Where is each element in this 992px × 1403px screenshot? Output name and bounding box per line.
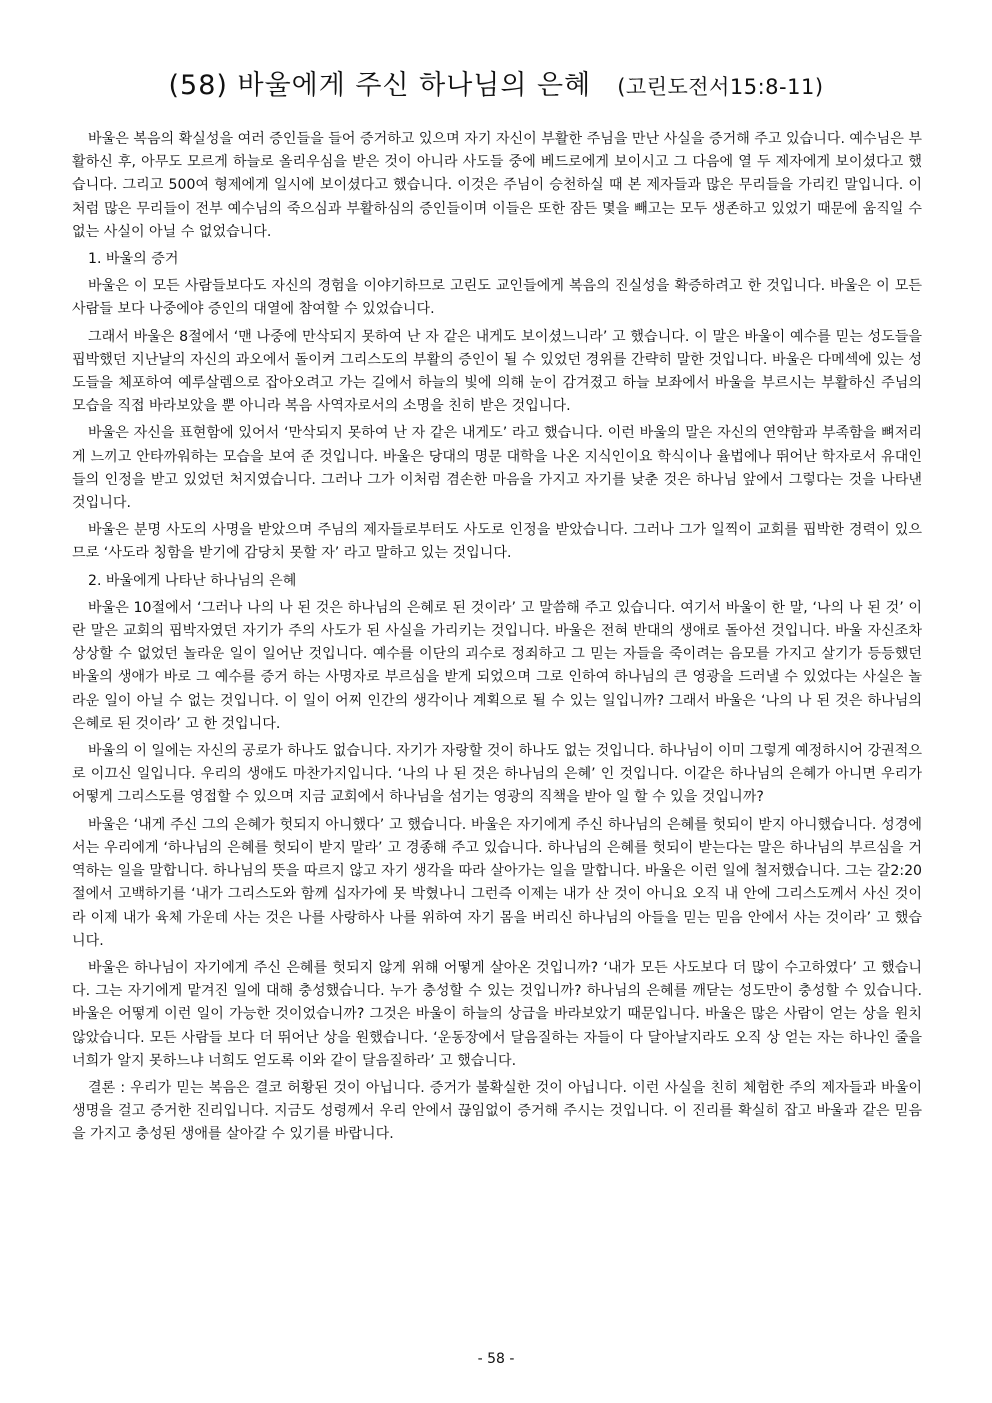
paragraph: 바울은 10절에서 ‘그러나 나의 나 된 것은 하나님의 은혜로 된 것이라’ 고 말씀해 주고 있습니다. 여기서 바울이 한 말, ‘나의 나 된 것’ 이란 말은 교회의 핍박자였던 자기가 주의 사도가 된 사실을 가리키는 것입니다. 바울은 전혀 반대의 생애로 돌아선 것입니다. 바울 자신조차 상상할 수 없었던 놀라운 일이 일어난 것입니다. 예수를 이단의 괴수로 정죄하고 그 믿는 자들을 죽이려는 음모를 가지고 살기가 등등했던 바울의 생애가 바로 그 예수를 증거 하는 사명자로 부르심을 받게 되었으며 그로 인하여 하나님의 큰 영광을 드러낼 수 있었다는 사실은 놀라운 일이 아닐 수 없는 것입니다. 이 일이 어찌 인간의 생각이나 계획으로 될 수 있는 일입니까? 그래서 바울은 ‘나의 나 된 것은 하나님의 은혜로 된 것이라’ 고 한 것입니다.: [72, 599, 922, 732]
page-number: - 58 -: [477, 1351, 515, 1367]
paragraph: 바울은 이 모든 사람들보다도 자신의 경험을 이야기하므로 고린도 교인들에게 복음의 진실성을 확증하려고 한 것입니다. 바울은 이 모든 사람들 보다 나중에야 증인의 대열에 참여할 수 있었습니다.: [72, 278, 922, 318]
paragraph: 바울은 하나님이 자기에게 주신 은혜를 헛되지 않게 위해 어떻게 살아온 것입니까? ‘내가 모든 사도보다 더 많이 수고하였다’ 고 했습니다. 그는 자기에게 맡겨진 일에 대해 충성했습니다. 누가 충성할 수 있는 것입니까? 하나님의 은혜를 깨닫는 성도만이 충성할 수 있습니다. 바울은 어떻게 이런 일이 가능한 것이었습니까? 그것은 바울이 하늘의 상급을 바라보았기 때문입니다. 바울은 많은 사람이 얻는 상을 원치 않았습니다. 모든 사람들 보다 더 뛰어난 상을 원했습니다. ‘운동장에서 달음질하는 자들이 다 달아날지라도 오직 상 얻는 자는 하나인 줄을 너희가 알지 못하느냐 너희도 얻도록 이와 같이 달음질하라’ 고 했습니다.: [72, 959, 922, 1069]
scripture-reference: (고린도전서15:8-11): [617, 75, 824, 99]
paragraph: 바울의 이 일에는 자신의 공로가 하나도 없습니다. 자기가 자랑할 것이 하나도 없는 것입니다. 하나님이 이미 그렇게 예정하시어 강권적으로 이끄신 일입니다. 우리의 생애도 마찬가지입니다. ‘나의 나 된 것은 하나님의 은혜’ 인 것입니다. 이같은 하나님의 은혜가 아니면 우리가 어떻게 그리스도를 영접할 수 있으며 지금 교회에서 하나님을 섬기는 영광의 직책을 받아 일 할 수 있을 것입니까?: [72, 743, 922, 806]
paragraph: 바울은 ‘내게 주신 그의 은혜가 헛되지 아니했다’ 고 했습니다. 바울은 자기에게 주신 하나님의 은혜를 헛되이 받지 아니했습니다. 성경에서는 우리에게 ‘하나님의 은혜를 헛되이 받지 말라’ 고 경종해 주고 있습니다. 하나님의 은혜를 헛되이 받는다는 말은 하나님의 부르심을 거역하는 일을 말합니다. 하나님의 뜻을 따르지 않고 자기 생각을 따라 살아가는 일을 말합니다. 바울은 이런 일에 철저했습니다. 그는 갈2:20절에서 고백하기를 ‘내가 그리스도와 함께 십자가에 못 박혔나니 그런즉 이제는 내가 산 것이 아니요 오직 내 안에 그리스도께서 사신 것이라 이제 내가 육체 가운데 사는 것은 나를 사랑하사 나를 위하여 자기 몸을 버리신 하나님의 아들을 믿는 믿음 안에서 사는 것이라’ 고 했습니다.: [72, 816, 922, 949]
paragraph-conclusion: 결론 : 우리가 믿는 복음은 결코 허황된 것이 아닙니다. 증거가 불확실한 것이 아닙니다. 이런 사실을 친히 체험한 주의 제자들과 바울이 생명을 걸고 증거한 진리입니다. 지금도 성령께서 우리 안에서 끊임없이 증거해 주시는 것입니다. 이 진리를 확실히 잡고 바울과 같은 믿음을 가지고 충성된 생애를 살아갈 수 있기를 바랍니다.: [72, 1079, 922, 1143]
paragraph-intro: 바울은 복음의 확실성을 여러 증인들을 들어 증거하고 있으며 자기 자신이 부활한 주님을 만난 사실을 증거해 주고 있습니다. 예수님은 부활하신 후, 아무도 모르게 하늘로 올리우심을 받은 것이 아니라 사도들 중에 베드로에게 보이시고 그 다음에 열 두 제자에게 보이셨다고 했습니다. 그리고 500여 형제에게 일시에 보이셨다고 했습니다. 이것은 주님이 승천하실 때 본 제자들과 많은 무리들을 가리킨 말입니다. 이처럼 많은 무리들이 전부 예수님의 죽으심과 부활하심의 증인들이며 이들은 또한 잠든 몇을 빼고는 모두 생존하고 있었기 때문에 움직일 수 없는 사실이 아닐 수 없었습니다.: [72, 131, 922, 240]
page-title: [0, 68, 992, 105]
paragraph: 바울은 분명 사도의 사명을 받았으며 주님의 제자들로부터도 사도로 인정을 받았습니다. 그러나 그가 일찍이 교회를 핍박한 경력이 있으므로 ‘사도라 칭함을 받기에 감당치 못할 자’ 라고 말하고 있는 것입니다.: [72, 522, 922, 562]
section-heading-1: 1. 바울의 증거: [88, 251, 179, 268]
paragraph: 그래서 바울은 8절에서 ‘맨 나중에 만삭되지 못하여 난 자 같은 내게도 보이셨느니라’ 고 했습니다. 이 말은 바울이 예수를 믿는 성도들을 핍박했던 지난날의 자신의 과오에서 돌이켜 그리스도의 부활의 증인이 될 수 있었던 경위를 간략히 말한 것입니다. 바울은 다메섹에 있는 성도들을 체포하여 예루살렘으로 잡아오려고 가는 길에서 하늘의 빛에 의해 눈이 감겨졌고 하늘 보좌에서 바울을 부르시는 부활하신 주님의 모습을 직접 바라보았을 뿐 아니라 복음 사역자로서의 소명을 친히 받은 것입니다.: [72, 328, 922, 415]
paragraph: 바울은 자신을 표현함에 있어서 ‘만삭되지 못하여 난 자 같은 내게도’ 라고 했습니다. 이런 바울의 말은 자신의 연약함과 부족함을 뼈저리게 느끼고 안타까워하는 모습을 보여 준 것입니다. 바울은 당대의 명문 대학을 나온 지식인이요 학식이나 율법에나 뛰어난 학자로서 유대인들의 인정을 받고 있었던 처지였습니다. 그러나 그가 이처럼 겸손한 마음을 가지고 자기를 낮춘 것은 하나님 앞에서 그렇다는 것을 나타낸 것입니다.: [72, 425, 922, 512]
document-body: [72, 128, 922, 1151]
title-text: (58) 바울에게 주신 하나님의 은혜: [168, 70, 592, 101]
section-heading-2: 2. 바울에게 나타난 하나님의 은혜: [88, 572, 297, 589]
